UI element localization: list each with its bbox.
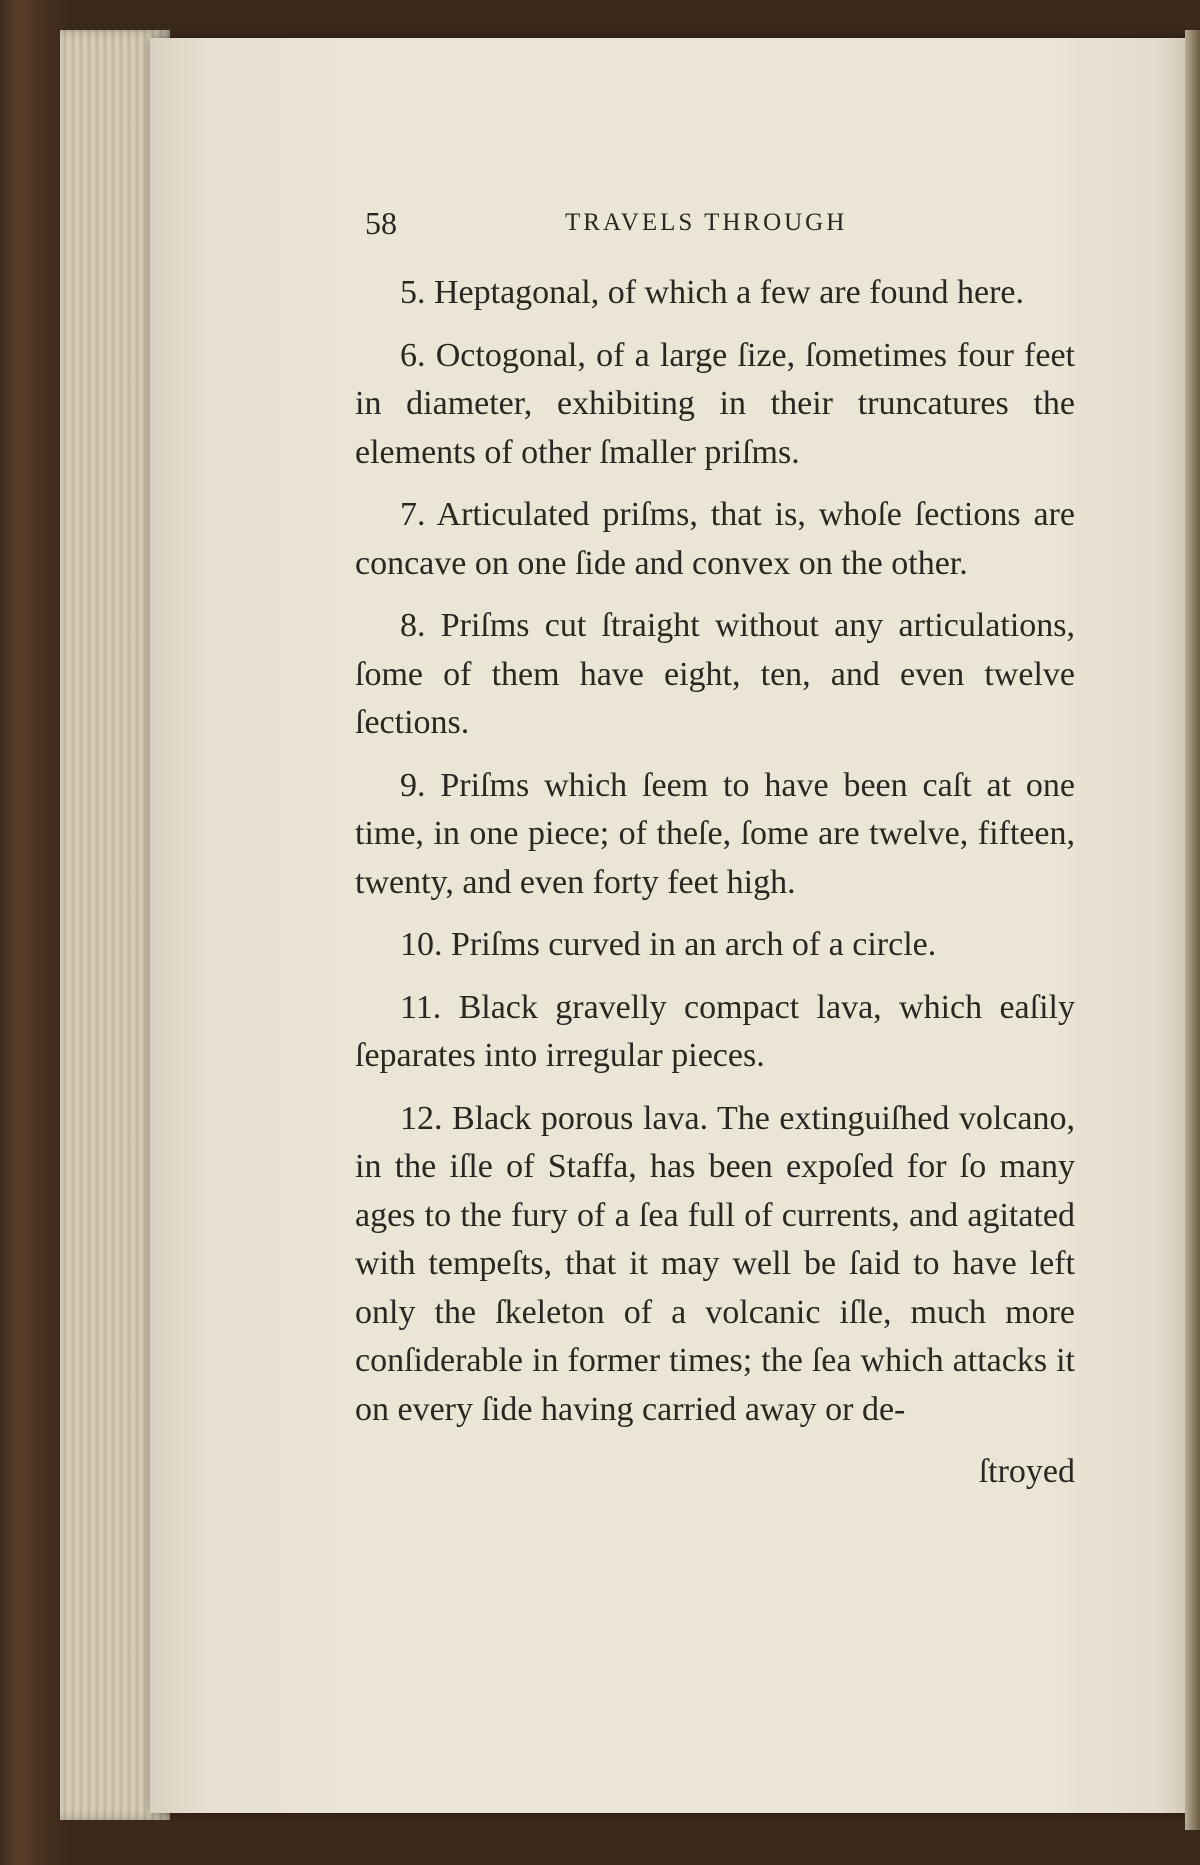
paragraph-item-9: 9. Priſms which ſeem to have been caſt at one time, in one piece; of theſe, ſome are twelve, fifteen, twenty, and even forty feet high.	[355, 766, 1075, 901]
paragraph-item-6: 6. Octogonal, of a large ſize, ſometimes four feet in diameter, exhibiting in their truncatures the elements of other ſmaller priſms.	[355, 336, 1075, 471]
catchword: ſtroyed	[978, 1453, 1075, 1490]
paragraph-item-11: 11. Black gravelly compact lava, which eaſily ſeparates into irregular pieces.	[355, 988, 1075, 1074]
paragraph-item-8: 8. Priſms cut ſtraight without any articulations, ſome of them have eight, ten, and even twelve ſections.	[355, 607, 1075, 741]
right-page-edge	[1185, 30, 1200, 1830]
paragraph-item-12: 12. Black porous lava. The extinguiſhed volcano, in the iſle of Staffa, has been expoſed for ſo many ages to the fury of a ſea full of currents, and agitated with tempeſts, that it may well be ſaid to have left only the ſkeleton of a volcanic iſle, much more conſiderable in former times; the ſea which attacks it on every ſide having carried away or de-	[355, 1099, 1075, 1428]
paragraph-item-7: 7. Articulated priſms, that is, whoſe ſections are concave on one ſide and convex on the other.	[355, 496, 1075, 582]
page-text-block	[355, 205, 1075, 1496]
paragraph-item-5: 5. Heptagonal, of which a few are found here.	[400, 274, 1025, 311]
page-number: 58	[365, 205, 397, 241]
running-header	[355, 205, 1075, 255]
paragraph-item-10: 10. Priſms curved in an arch of a circle.	[400, 926, 937, 963]
running-title: TRAVELS THROUGH	[565, 209, 848, 236]
body-text	[355, 269, 1075, 1434]
